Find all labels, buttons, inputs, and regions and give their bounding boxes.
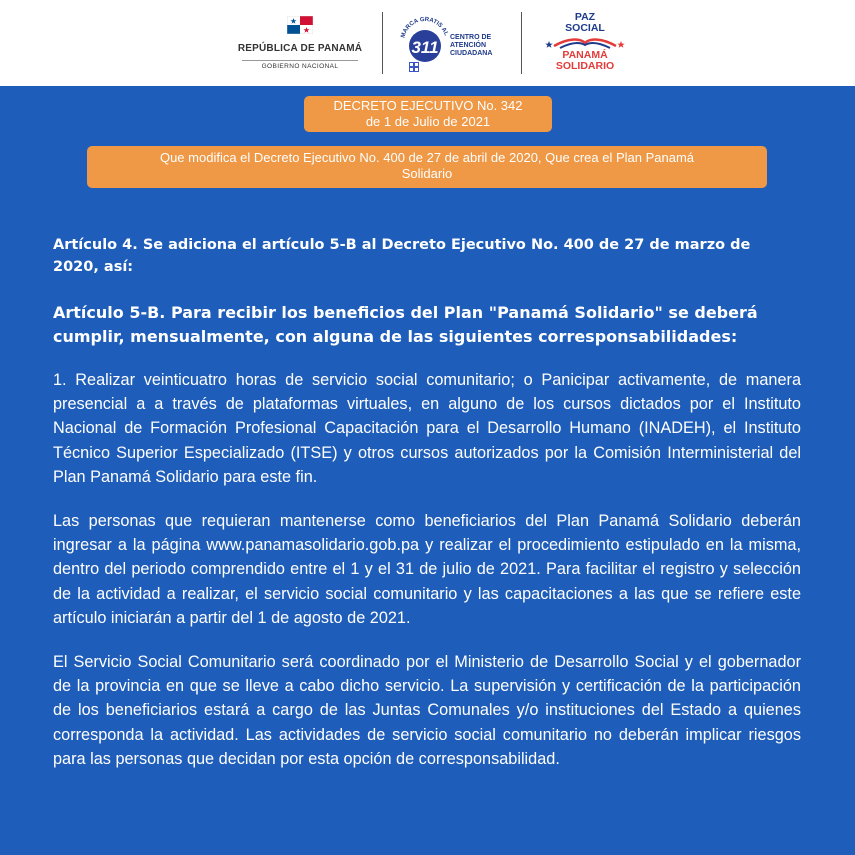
311-arc-text: MARCA GRATIS AL [400, 16, 449, 39]
subtitle-line-2: Solidario [401, 166, 453, 181]
subtitle-line-1: Que modifica el Decreto Ejecutivo No. 400 de 27 de abril de 2020, Que crea el Plan Panamá [159, 150, 695, 165]
311-badge-icon [395, 12, 455, 74]
article-4-heading: Artículo 4. Se adiciona el artículo 5-B al Decreto Ejecutivo No. 400 de 27 de marzo de 2020, así: [53, 237, 751, 275]
header-divider [382, 12, 383, 74]
decree-date: de 1 de Julio de 2021 [365, 114, 491, 129]
centro-311-logo [395, 12, 510, 74]
decree-body [53, 234, 801, 771]
paragraph-coordination: El Servicio Social Comunitario será coordinado por el Ministerio de Desarrollo Social y el gobernador de la provincia en que se lleve a cabo dicho servicio. La supervisión y certificación de la participación de los beneficiarios estará a cargo de las Juntas Comunales y/o instituciones del Estado a quienes corresponda la actividad. Las actividades de servicio social comunitario no deberán implicar riesgos para las personas que decidan por esta opción de corresponsabilidad. [53, 653, 801, 768]
republica-subtitle: GOBIERNO NACIONAL [261, 63, 339, 70]
republica-divider [242, 60, 358, 61]
hands-icon [540, 36, 630, 50]
republica-title: REPÚBLICA DE PANAMÁ [237, 43, 363, 54]
panama-flag-icon [287, 16, 313, 34]
decree-number: DECRETO EJECUTIVO No. 342 [333, 98, 523, 113]
paragraph-registration: Las personas que requieran mantenerse como beneficiarios del Plan Panamá Solidario deberán ingresar a la página www.panamasolidario.gob.pa y realizar el procedimiento estipulado en la misma, dentro del periodo comprendido entre el 1 y el 31 de julio de 2021. Para facilitar el registro y selección de la actividad a realizar, el servicio social comunitario y las capacitaciones a las que se refiere este artículo iniciarán a partir del 1 de agosto de 2021. [53, 512, 801, 627]
paz-social-title: PAZ SOCIAL [565, 11, 605, 34]
republica-panama-logo [232, 16, 368, 72]
solidario-text: SOLIDARIO [555, 60, 615, 72]
decree-subtitle-box [87, 146, 767, 188]
paragraph-requirements: 1. Realizar veinticuatro horas de servicio social comunitario; o Panicipar activamente, de manera presencial a a través de plataformas virtuales, en alguno de los cursos dictados por el Instituto Nacional de Formación Profesional Capacitación para el Desarrollo Humano (INADEH), el Instituto Técnico Superior Especializado (ITSE) y otros cursos autorizados por la Comisión Interministerial del Plan Panamá Solidario para este fin. [53, 371, 801, 486]
panama-text: PANAMÁ [562, 49, 608, 61]
paz-social-logo [540, 12, 630, 74]
article-5b-heading: Artículo 5-B. Para recibir los beneficios del Plan "Panamá Solidario" se deberá cumplir, mensualmente, con alguna de las siguientes corresponsabilidades: [53, 303, 758, 346]
header-divider [521, 12, 522, 74]
311-number: 311 [411, 38, 439, 57]
311-caption: CENTRO DE ATENCIÓN CIUDADANA [450, 34, 493, 57]
header-bar [0, 0, 855, 86]
decree-title-box [304, 96, 552, 132]
